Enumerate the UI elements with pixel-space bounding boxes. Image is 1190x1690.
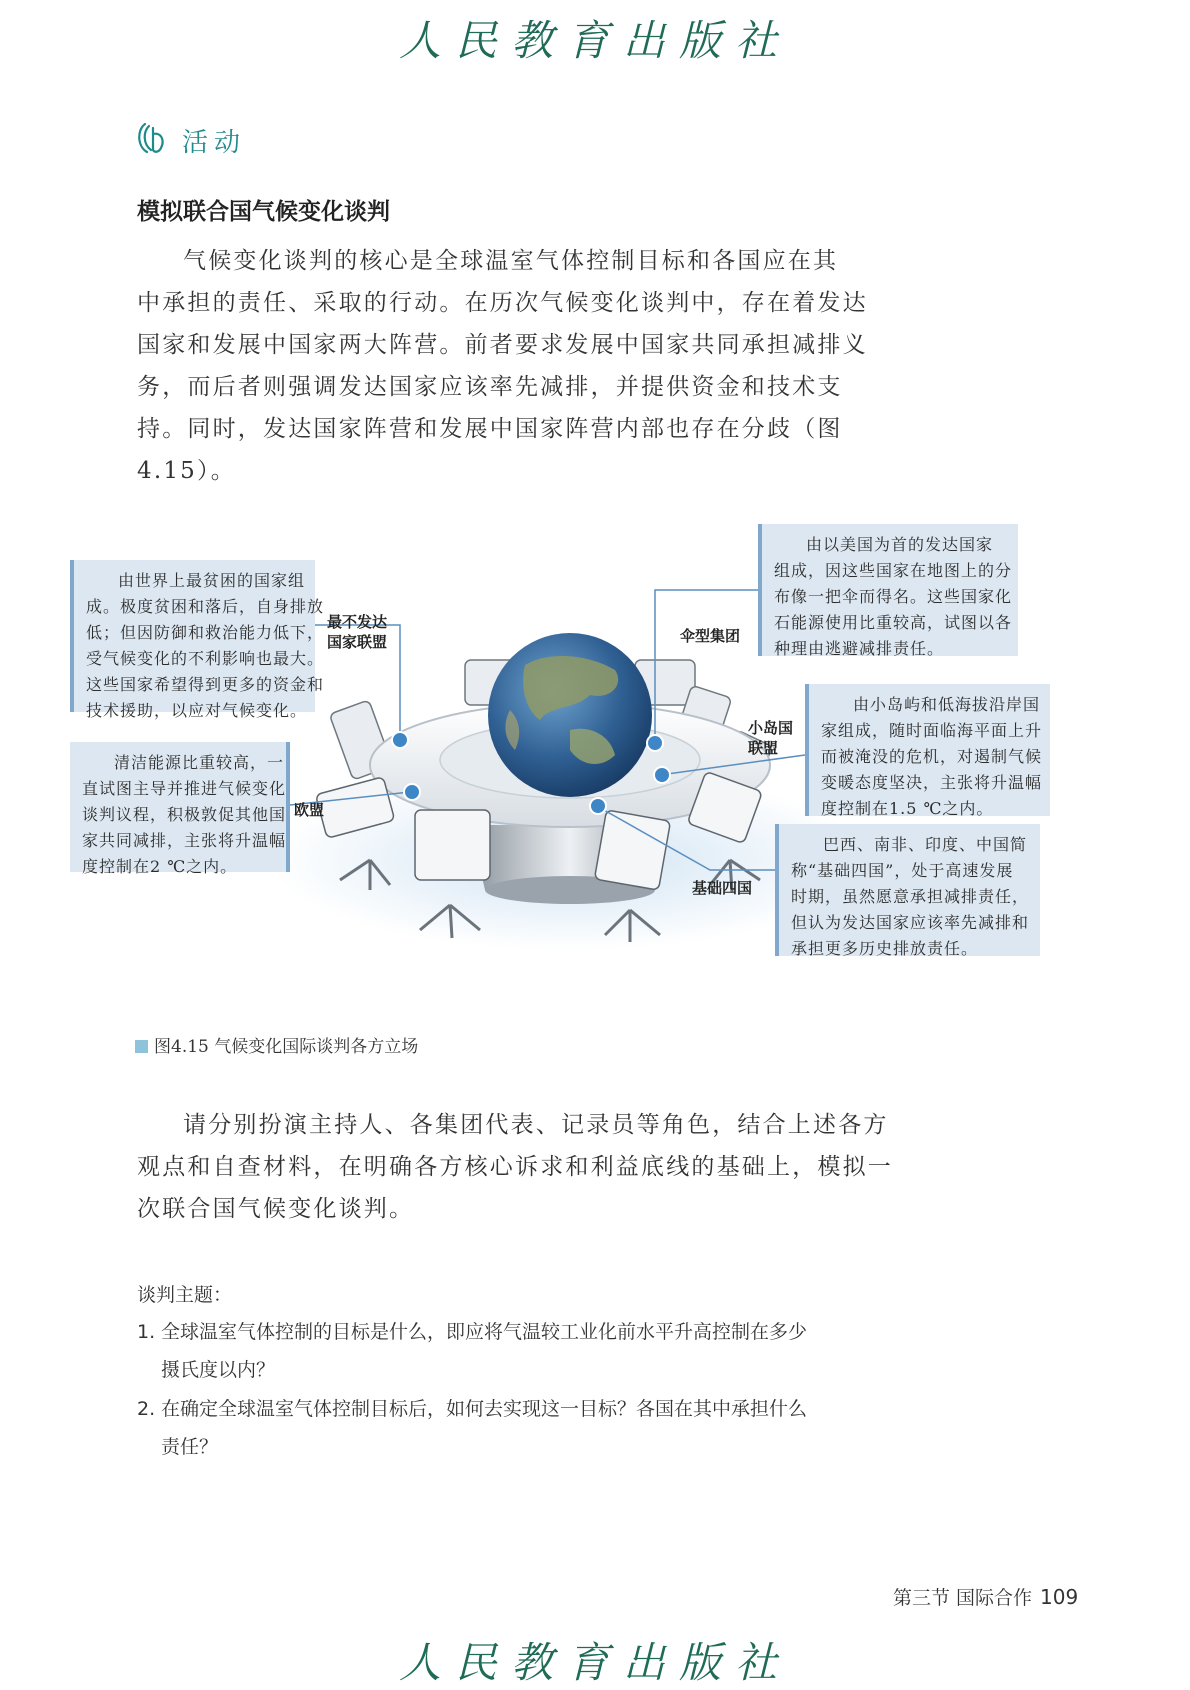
text-line: 次联合国气候变化谈判。 xyxy=(137,1196,415,1222)
text-line: 变暖态度坚决，主张将升温幅 xyxy=(821,773,1043,792)
text-line: 由以美国为首的发达国家 xyxy=(806,535,994,554)
label-line: 国家联盟 xyxy=(327,633,388,651)
eu-description-box xyxy=(70,742,290,876)
text-line: 度控制在1.5 ℃之内。 xyxy=(821,799,994,818)
island-description-box xyxy=(805,684,1050,816)
text-line: 承担更多历史排放责任。 xyxy=(791,939,979,958)
page-footer xyxy=(893,1583,1078,1610)
text-line: 持。同时，发达国家阵营和发展中国家阵营内部也存在分歧（图 xyxy=(137,416,843,442)
label-line: 小岛国 xyxy=(748,719,794,737)
basic-label: 基础四国 xyxy=(692,879,753,897)
umbrella-description-box xyxy=(758,524,1018,656)
text-line: 谈判议程，积极敦促其他国 xyxy=(82,805,287,824)
caption-text: 图4.15 气候变化国际谈判各方立场 xyxy=(154,1037,419,1057)
text-line: 观点和自查材料，在明确各方核心诉求和利益底线的基础上，模拟一 xyxy=(137,1154,893,1180)
text-line: 由小岛屿和低海拔沿岸国 xyxy=(853,695,1041,714)
topic-text: 全球温室气体控制的目标是什么，即应将气温较工业化前水平升高控制在多少 xyxy=(161,1321,808,1343)
text-line: 但认为发达国家应该率先减排和 xyxy=(791,913,1030,932)
text-line: 种理由逃避减排责任。 xyxy=(774,639,945,658)
figure-4-15 xyxy=(70,535,1130,1030)
text-line: 国家和发展中国家两大阵营。前者要求发展中国家共同承担减排义 xyxy=(137,332,868,358)
text-line: 布像一把伞而得名。这些国家化 xyxy=(774,587,1013,606)
topic-number: 1. xyxy=(137,1321,156,1343)
topic-item xyxy=(137,1390,877,1466)
label-line: 最不发达 xyxy=(327,613,388,631)
text-line: 组成，因这些国家在地图上的分 xyxy=(774,561,1013,580)
publisher-watermark-bottom: 人民教育出版社 xyxy=(398,1638,791,1687)
eu-label: 欧盟 xyxy=(294,801,325,819)
text-line: 中承担的责任、采取的行动。在历次气候变化谈判中，存在着发达 xyxy=(137,290,868,316)
publisher-watermark-top: 人民教育出版社 xyxy=(398,16,791,65)
text-line: 气候变化谈判的核心是全球温室气体控制目标和各国应在其 xyxy=(183,248,839,274)
caption-marker xyxy=(135,1040,148,1053)
ldc-label xyxy=(327,612,387,652)
topics-title: 谈判主题： xyxy=(137,1284,233,1306)
text-line: 清洁能源比重较高，一 xyxy=(114,753,285,772)
text-line: 家组成，随时面临海平面上升 xyxy=(821,721,1043,740)
topic-text-continued: 责任？ xyxy=(161,1436,219,1458)
activity-label: 活动 xyxy=(182,128,247,158)
text-line: 这些国家希望得到更多的资金和 xyxy=(86,675,325,694)
label-line: 联盟 xyxy=(748,739,779,757)
text-line: 巴西、南非、印度、中国简 xyxy=(823,835,1028,854)
task-paragraph xyxy=(137,1104,893,1230)
section-name: 第三节 国际合作 xyxy=(893,1587,1033,1609)
text-line: 时期，虽然愿意承担减排责任， xyxy=(791,887,1030,906)
text-line: 石能源使用比重较高，试图以各 xyxy=(774,613,1013,632)
text-line: 直试图主导并推进气候变化 xyxy=(82,779,287,798)
text-line: 度控制在2 ℃之内。 xyxy=(82,857,238,876)
text-line: 受气候变化的不利影响也最大。 xyxy=(86,649,325,668)
text-line: 成。极度贫困和落后，自身排放 xyxy=(86,597,325,616)
text-line: 技术援助，以应对气候变化。 xyxy=(86,701,308,720)
text-line: 而被淹没的危机，对遏制气候 xyxy=(821,747,1043,766)
page-title: 模拟联合国气候变化谈判 xyxy=(137,199,390,225)
activity-icon xyxy=(135,120,171,156)
topic-text: 在确定全球温室气体控制目标后，如何去实现这一目标？各国在其中承担什么 xyxy=(161,1398,808,1420)
text-line: 4.15）。 xyxy=(137,458,236,484)
topic-text-continued: 摄氏度以内？ xyxy=(161,1359,276,1381)
basic-description-box xyxy=(775,824,1040,956)
text-line: 称“基础四国”，处于高速发展 xyxy=(791,861,1014,880)
text-line: 家共同减排，主张将升温幅 xyxy=(82,831,287,850)
figure-caption xyxy=(135,1032,418,1057)
island-label xyxy=(748,718,793,758)
page-number: 109 xyxy=(1040,1585,1079,1609)
ldc-description-box xyxy=(70,560,325,720)
topic-number: 2. xyxy=(137,1398,156,1420)
text-line: 务，而后者则强调发达国家应该率先减排，并提供资金和技术支 xyxy=(137,374,843,400)
text-line: 请分别扮演主持人、各集团代表、记录员等角色，结合上述各方 xyxy=(183,1112,889,1138)
text-line: 由世界上最贫困的国家组 xyxy=(118,571,306,590)
intro-paragraph xyxy=(137,240,868,492)
umbrella-group-label: 伞型集团 xyxy=(680,627,741,645)
topic-item xyxy=(137,1313,877,1389)
text-line: 低；但因防御和救治能力低下， xyxy=(86,623,325,642)
